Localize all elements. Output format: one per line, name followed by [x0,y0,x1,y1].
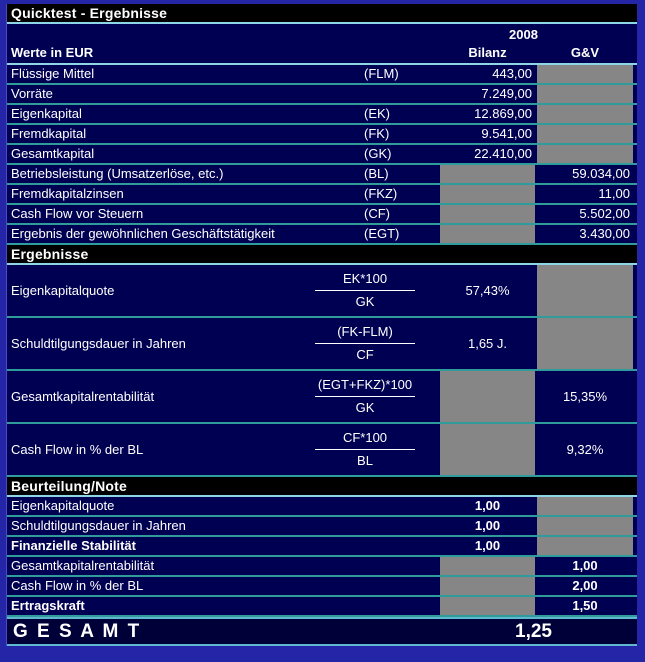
row-code: (FKZ) [364,186,398,201]
note-label: Gesamtkapitalrentabilität [11,558,155,573]
ratio-row [7,318,637,371]
disabled-cell [537,517,633,535]
disabled-cell [537,85,633,103]
fraction-bar [315,290,415,291]
note-value-bilanz[interactable]: 1,00 [474,498,501,513]
ratio-formula [290,424,440,475]
row-label: Betriebsleistung (Umsatzerlöse, etc.) [11,166,224,181]
ratio-row [7,371,637,424]
disabled-cell [537,105,633,123]
fraction-numerator: EK*100 [342,271,388,286]
note-label-ertragskraft: Ertragskraft [11,598,85,613]
gnv-value-cell[interactable]: 3.430,00 [579,226,630,241]
table-row [7,165,637,185]
disabled-cell [440,597,535,615]
section-header-beurteilung: Beurteilung/Note [7,477,637,497]
row-label: Fremdkapitalzinsen [11,186,124,201]
bilanz-value-cell[interactable]: 443,00 [492,66,532,81]
row-code: (EGT) [364,226,400,241]
table-row [7,125,637,145]
disabled-cell [440,557,535,575]
row-code: (EK) [364,106,390,121]
disabled-cell [537,318,633,369]
disabled-cell [440,225,535,243]
gnv-value-cell[interactable]: 5.502,00 [579,206,630,221]
fraction-bar [315,396,415,397]
ratio-value-bilanz[interactable]: 57,43% [465,282,510,298]
table-row [7,65,637,85]
disabled-cell [440,165,535,183]
fraction-bar [315,343,415,344]
note-label-finanzielle-stabilitaet: Finanzielle Stabilität [11,538,136,553]
row-label: Eigenkapital [11,106,82,121]
table-row [7,205,637,225]
fraction-bar [315,449,415,450]
note-row [7,537,637,557]
row-label: Flüssige Mittel [11,66,95,81]
ratio-row [7,265,637,318]
grand-total-row [7,617,637,646]
ratio-value-gnv[interactable]: 9,32% [566,441,604,457]
grand-total-value[interactable]: 1,25 [515,620,552,642]
table-row [7,105,637,125]
fraction-numerator: CF*100 [342,430,388,445]
row-label: Vorräte [11,86,53,101]
disabled-cell [440,577,535,595]
note-value-gnv[interactable]: 1,50 [572,598,598,613]
bilanz-value-cell[interactable]: 12.869,00 [474,106,532,121]
year-header: 2008 [509,27,538,42]
column-header-bilanz: Bilanz [468,44,507,60]
disabled-cell [537,65,633,83]
row-code: (FK) [364,126,390,141]
disabled-cell [537,125,633,143]
fraction-denominator: GK [355,294,375,309]
disabled-cell [537,145,633,163]
note-row [7,577,637,597]
table-row [7,145,637,165]
ratio-label: Schuldtilgungsdauer in Jahren [11,336,186,351]
fraction-denominator: BL [357,453,373,468]
ratio-label: Gesamtkapitalrentabilität [11,389,155,404]
row-code [364,85,440,103]
grand-total-label: G E S A M T [13,620,142,642]
disabled-cell [440,205,535,223]
unit-label: Werte in EUR [11,44,94,60]
disabled-cell [537,265,633,316]
disabled-cell [537,497,633,515]
column-header-block [7,24,637,65]
table-row [7,225,637,245]
ratio-value-bilanz[interactable]: 1,65 J. [467,335,508,351]
bilanz-value-cell[interactable]: 9.541,00 [481,126,532,141]
row-code: (CF) [364,206,390,221]
note-label: Eigenkapitalquote [11,498,115,513]
row-label: Gesamtkapital [11,146,95,161]
gnv-value-cell[interactable]: 59.034,00 [572,166,630,181]
table-row [7,85,637,105]
bilanz-value-cell[interactable]: 22.410,00 [474,146,532,161]
page-title: Quicktest - Ergebnisse [7,4,637,24]
ratio-label: Cash Flow in % der BL [11,442,144,457]
row-label: Ergebnis der gewöhnlichen Geschäftstätigkeit [11,226,275,241]
fraction-denominator: CF [356,347,374,362]
fraction-denominator: GK [355,400,375,415]
ratio-row [7,424,637,477]
note-row [7,497,637,517]
row-label: Cash Flow vor Steuern [11,206,144,221]
note-label: Schuldtilgungsdauer in Jahren [11,518,186,533]
note-row [7,557,637,577]
row-code: (FLM) [364,66,399,81]
section-header-ergebnisse: Ergebnisse [7,245,637,265]
note-label: Cash Flow in % der BL [11,578,144,593]
note-row [7,517,637,537]
fraction-numerator: (EGT+FKZ)*100 [317,377,413,392]
row-label: Fremdkapital [11,126,87,141]
note-row [7,597,637,617]
column-header-gnv: G&V [570,44,600,60]
fraction-numerator: (FK-FLM) [337,324,393,339]
row-code: (BL) [364,166,389,181]
disabled-cell [440,424,535,475]
note-value-gnv[interactable]: 2,00 [572,578,598,593]
note-value-gnv[interactable]: 1,00 [572,558,598,573]
report-sheet [6,4,637,646]
table-row [7,185,637,205]
bilanz-value-cell[interactable]: 7.249,00 [481,86,532,101]
ratio-value-gnv[interactable]: 15,35% [562,388,608,404]
disabled-cell [440,185,535,203]
ratio-formula [290,265,440,316]
disabled-cell [440,371,535,422]
ratio-formula [290,318,440,369]
gnv-value-cell[interactable]: 11,00 [598,186,630,201]
note-value-bilanz[interactable]: 1,00 [474,538,501,553]
ratio-formula [290,371,440,422]
note-value-bilanz[interactable]: 1,00 [474,518,501,533]
ratio-label: Eigenkapitalquote [11,283,115,298]
disabled-cell [537,537,633,555]
row-code: (GK) [364,146,392,161]
